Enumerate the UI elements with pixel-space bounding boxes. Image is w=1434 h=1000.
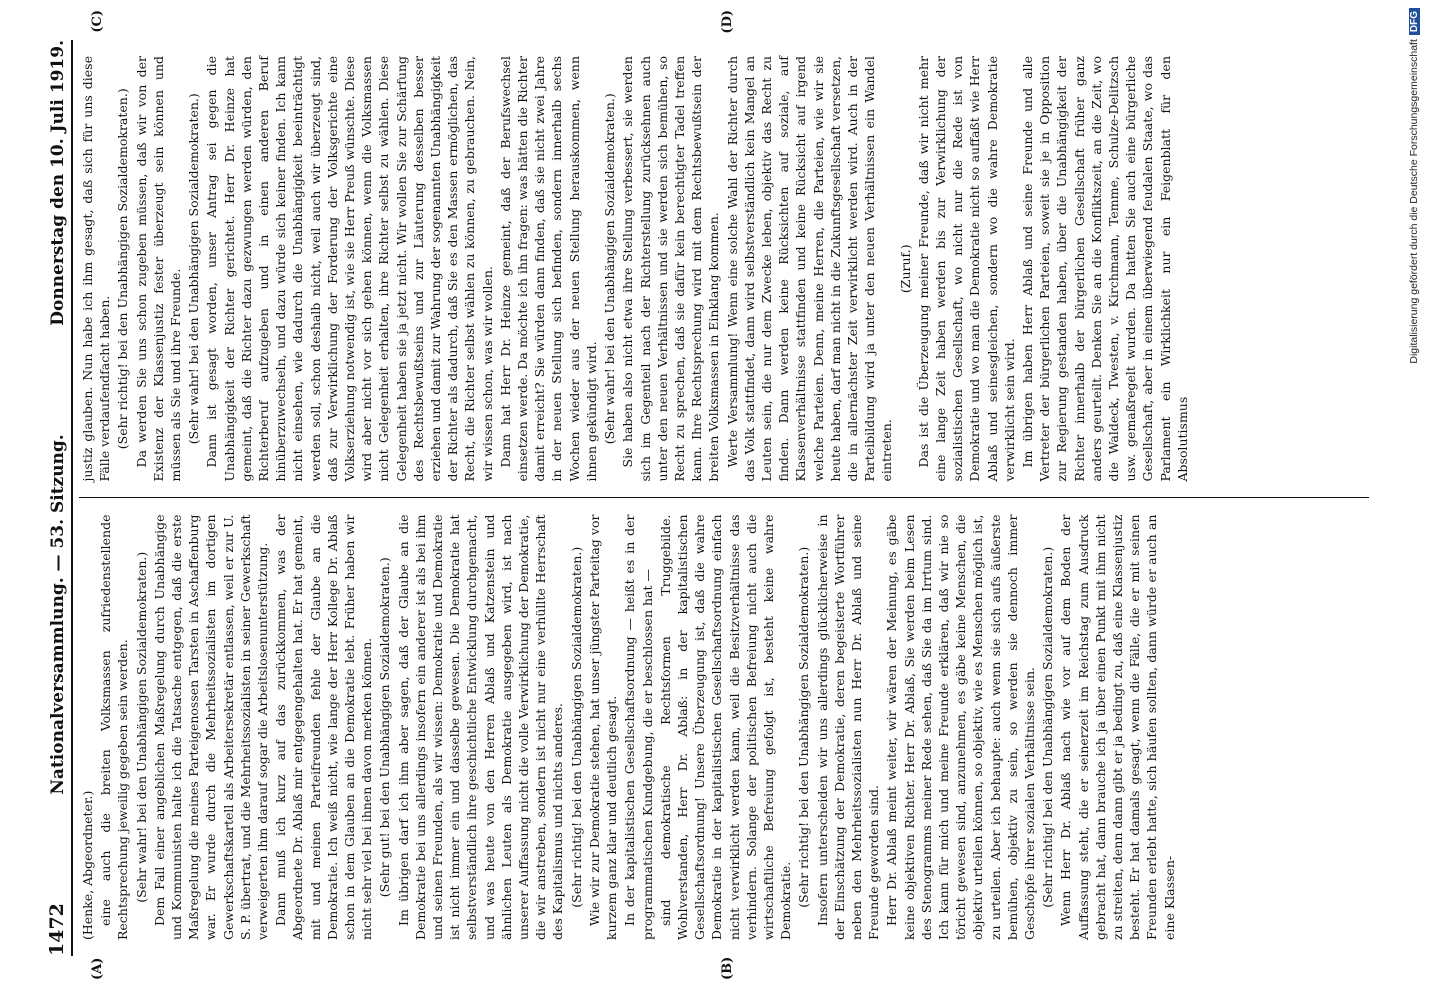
interjection: (Sehr gut! bei den Unabhängigen Sozialdemokraten.) [377,557,393,898]
paragraph: eine auch die breiten Volksmassen zufriedenstellende Rechtsprechung jeweilig gegeben sein werden. [98,514,131,940]
interjection: (Sehr richtig! bei den Unabhängigen Sozialdemokraten.) [796,546,812,908]
interjection: (Sehr wahr! bei den Unabhängigen Sozialdemokraten.) [186,93,202,445]
paragraph: (Henke, Abgeordneter.) [80,790,95,940]
dfg-logo: DFG [1409,8,1420,35]
page-number: 1472 [46,903,68,956]
paragraph: Herr Dr. Ablaß meint weiter, wir wären der Meinung, es gäbe keine objektiven Richter. Herr Dr. Ablaß, Sie werden beim Lesen des Stenogramms meiner Rede sehen, daß Sie da im Irrtum sind. Ich kann für mich und meine Freunde erklären, daß wir nie so töricht gewesen sind, anzunehmen, es gäbe keine Menschen, die objektiv urteilen können, so objektiv, wie es Menschen möglich ist, zu urteilen. Aber ich behaupte: auch wenn sie sich aufs äußerste bemühen, objektiv zu sein, so werden sie dennoch immer Geschöpfe ihrer sozialen Verhältnisse sein. [884,514,1037,940]
paragraph: Im übrigen darf ich ihm aber sagen, daß der Glaube an die Demokratie bei uns allerdings insofern ein anderer ist als bei ihm und seinen Freunden, als wir wissen: Demokratie und Demokratie ist nicht immer ein und dasselbe gewesen. Die Demokratie hat selbstverständlich ihre geschichtliche Entwicklung durchgemacht, und was heute von den Herren Ablaß und Katzenstein und ähnlichen Leuten als Demokratie ausgegeben wird, ist nach unserer Auffassung nicht die volle Verwirklichung der Demokratie, die wir anstreben, sondern ist nicht nur eine verhüllte Herrschaft des Kapitalismus und nichts anderes. [395,514,566,940]
interjection: (Sehr wahr! bei den Unabhängigen Sozialdemokraten.) [602,93,618,445]
interjection: (Sehr wahr! bei den Unabhängigen Sozialdemokraten.) [133,551,149,903]
paragraph: Da werden Sie uns schon zugeben müssen, daß wir von der Existenz der Klassenjustiz fester überzeugt sein können und müssen als Sie und ihre Freunde. [133,56,184,482]
paragraph: Dann ist gesagt worden, unser Antrag sei gegen die Unabhängigkeit der Richter gerichtet. Herr Dr. Heinze hat gemeint, daß die Richter dazu gezwungen werden würden, den Richterberuf aufzugeben und in einen anderen Beruf hinüberzuwechseln, und dazu würde sich keiner finden. Ich kann nicht einsehen, wie dadurch die Unabhängigkeit beeinträchtigt werden soll, schon deshalb nicht, weil auch wir überzeugt sind, daß zur Verwirklichung der Forderung der Volksgerichte eine Volkserziehung notwendig ist, wie sie Herr Preuß wünschte. Diese wird aber nicht vor sich gehen können, wenn die Volksmassen nicht Gelegenheit erhalten, ihre Richter selbst zu wählen. Diese Gelegenheit haben sie ja jetzt nicht. Wir wollen Sie zur Schärfung des Rechtsbewußtseins und zur Läuterung desselben besser erziehen und damit zur Wahrung der sogenannten Unabhängigkeit der Richter als dadurch, daß Sie es den Massen ermöglichen, das Recht, die Richter selbst wählen zu können, zu gebrauchen. Nein, wir wissen schon, was wir wollen. [204,56,495,482]
margin-mark-d: (D) [720,10,735,34]
paragraph: Dem Fall einer angeblichen Maßregelung durch Unabhängige und Kommunisten halte ich die Tatsache entgegen, daß die erste Maßregelung die meines Parteigenossen Tarsten in Aschaffenburg war. Er wurde durch die Mehrheitssozialisten im dortigen Gewerkschaftskartell als Arbeitersekretär entlassen, weil er zur U. S. P. übertrat, und die Mehrheitssozialisten in seiner Gewerkschaft verweigerten ihm darauf sogar die Arbeitslosenunterstützung. [151,514,271,940]
paragraph: Wenn Herr Dr. Ablaß nach wie vor auf dem Boden der Auffassung steht, die er seinerzeit im Reichstag zum Ausdruck gebracht hat, dann brauche ich ja über einen Punkt mit ihm nicht zu streiten, denn dann gibt er ja bedingt zu, daß eine Klassenjustiz besteht. Er hat damals gesagt, wenn die Fälle, die er mit seinen Freunden erlebt hatte, sich häufen sollten, dann würde er auch an eine Klassen- [1058,514,1177,940]
header-left-title: Nationalversammlung. — 53. Sitzung. [48,434,68,795]
interjection: (Sehr richtig! bei den Unabhängigen Sozialdemokraten.) [115,88,131,450]
paragraph: Im übrigen haben Herr Ablaß und seine Freunde und alle Vertreter der bürgerlichen Parteien, soweit sie je in Opposition zur Regierung gestanden haben, über die Unabhängigkeit der Richter innerhalb der bürgerlichen Gesellschaft früher ganz anders geurteilt. Denken Sie an die Konfliktszeit, an die Zeit, wo die Waldeck, Twesten, v. Kirchmann, Temme, Schulze-Delitzsch usw. gemaßregelt wurden. Da hatten Sie auch eine bürgerliche Gesellschaft, aber in einem überwiegend feudalen Staate, wo das Parlament ein Wirklichkeit nur ein Feigenblatt für den Absolutismus [1019,56,1190,482]
left-column [79,498,1369,980]
paragraph: sind demokratische Rechtsformen Truggebilde. Wohlverstanden, Herr Dr. Ablaß: in der kapitalistischen Gesellschaftsordnung! Unsere Überzeugung ist, daß die wahre Demokratie in der kapitalistischen Gesellschaftsordnung einfach nicht verwirklicht werden kann, weil die Besitzverhältnisse das verhindern. Solange der politischen Befreiung nicht auch die wirtschaftliche Befreiung gefolgt ist, besteht keine wahre Demokratie. [657,514,794,940]
interjection: (Sehr richtig! bei den Unabhängigen Sozialdemokraten.) [1040,546,1056,908]
header-right-title: Donnerstag den 10. Juli 1919. [48,40,68,326]
margin-mark-b: (B) [720,956,735,980]
paragraph: Dann muß ich kurz auf das zurückkommen, was der Abgeordnete Dr. Ablaß mir entgegengehalten hat. Er hat gemeint, mit und meinen Parteifreunden fehle der Glaube an die Demokratie. Ich weiß nicht, wie lange der Herr Kollege Dr. Ablaß schon in dem Glauben an die Demokratie lebt. Früher haben wir nicht sehr viel bei ihnen davon merken können. [273,514,375,940]
digitization-credit [1408,8,1430,998]
credit-text: Digitalisierung gefördert durch die Deutsche Forschungsgemeinschaft [1408,39,1420,364]
paragraph: Das ist die Überzeugung meiner Freunde, daß wir nicht mehr eine lange Zeit haben werden bis zur Verwirklichung der sozialistischen Gesellschaft, wo nicht nur die Rede ist von Demokratie und wo man die Demokratie nicht so auffaßt wie Herr Ablaß und seinesgleichen, sondern wo die wahre Demokratie verwirklicht sein wird. [915,56,1017,482]
paragraph: Werte Versammlung! Wenn eine solche Wahl der Richter durch das Volk stattfindet, dann wird selbstverständlich kein Mangel an Leuten sein, die nur dem Zwecke leben, objektiv das Recht zu finden. Dann werden keine Rücksichten auf soziale, auf Klassenverhältnisse stattfinden und keine Rücksicht auf irgend welche Parteien. Denn, meine Herren, die Parteien, wie wir sie heute haben, darf man nicht in die Zukunftsgesellschaft versetzen, die in allernächster Zeit verwirklicht werden wird. Auch in der Parteibildung wird ja unter den neuen Verhältnissen ein Wandel eintreten. [724,56,895,482]
page-header [46,40,73,956]
interjection: (Sehr richtig! bei den Unabhängigen Sozialdemokraten.) [568,546,584,908]
margin-mark-c: (C) [90,10,105,33]
paragraph: Wie wir zur Demokratie stehen, hat unser jüngster Parteitag vor kurzem ganz klar und deutlich gesagt. [586,514,620,940]
paragraph: In der kapitalistischen Gesellschaftsordnung — heißt es in der programmatischen Kundgebung, die er beschlossen hat — [622,514,655,940]
paragraph: Dann hat Herr Dr. Heinze gemeint, daß der Berufswechsel einsetzen werde. Da möchte ich ihn fragen: was hätten die Richter damit erreicht? Sie würden dann finden, daß sie nicht zwei Jahre in der neuen Stellung sich befinden, sondern innerhalb sechs Wochen wieder aus der neuen Stellung herauskommen, wenn ihnen gekündigt wird. [497,56,599,482]
right-column [79,10,1369,498]
margin-mark-a: (A) [90,957,105,980]
digitization-credit-text [1408,8,1420,998]
paragraph: justiz glauben. Nun habe ich ihm gesagt, daß sich für uns diese Fälle verdaufendfacht haben. [80,56,113,482]
interjection: (Zuruf.) [897,244,913,294]
paragraph: Sie haben also nicht etwa ihre Stellung verbessert, sie werden sich im Gegenteil nach der Richterstellung zurücksehnen auch unter den neuen Verhältnissen und sie werden sich bemühen, so Recht zu sprechen, daß sie dafür kein berechtigter Tadel treffen kann. Ihre Rechtsprechung wird mit dem Rechtsbewußtsein der breiten Volksmassen in Einklang kommen. [620,56,722,482]
text-columns [79,10,1369,980]
paragraph: Insofern unterscheiden wir uns allerdings glücklicherweise in der Einschätzung der Demokratie, deren begeisterte Wortführer neben den Mehrheitssozialisten nun Herr Dr. Ablaß und seine Freunde geworden sind. [814,514,882,940]
